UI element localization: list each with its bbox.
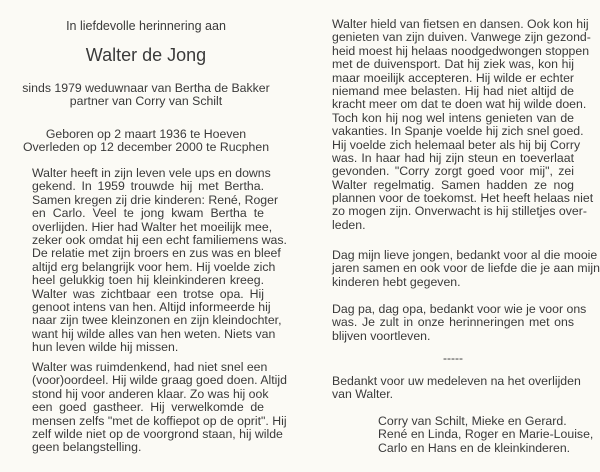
thanks-line: Bedankt voor uw medeleven na het overlijden [332, 374, 581, 388]
deceased-name: Walter de Jong [85, 45, 207, 65]
birth-info: Geboren op 2 maart 1936 te Hoeven [45, 127, 247, 141]
text-line: maar moeilijk accepteren. Hij wilde er echter [332, 70, 574, 85]
text-line: (voor)oordeel. Hij wilde graag goed doen. Altijd [32, 373, 287, 388]
left-paragraph-2 [32, 360, 287, 455]
text-line: hun leven wilde hij missen. [32, 340, 179, 355]
text-line: Samen kregen zij drie kinderen: René, Roger [32, 192, 279, 207]
text-line: heid moest hij helaas noodgedwongen stoppen [332, 43, 590, 58]
signature-line: Carlo en Hans en de kleinkinderen. [378, 440, 571, 455]
text-line: gevonden. "Corry zorgt goed voor mij", zei [332, 164, 574, 179]
text-line: mensen zelfs "met de koffiepot op de oprit". Hij [32, 413, 287, 428]
text-line: want hij wilde alles van hen weten. Niets van [32, 326, 276, 341]
relation-partner: partner van Corry van Schilt [69, 94, 223, 108]
text-line: genieten van zijn duiven. Vanwege zijn gezond- [332, 30, 591, 45]
text-line: en Carlo. Veel te jong kwam Bertha te [32, 206, 264, 221]
signature-line: René en Linda, Roger en Marie-Louise, [378, 427, 594, 442]
signatures [378, 414, 594, 455]
thanks-line: van Walter. [332, 387, 394, 402]
separator: ----- [443, 351, 463, 365]
text-line: Walter heeft in zijn leven vele ups en downs [32, 166, 271, 180]
death-info: Overleden op 12 december 2000 te Rucphen [22, 140, 270, 154]
right-paragraph-3 [332, 302, 587, 343]
text-line: plannen voor de toekomst. Het heeft helaas niet [332, 191, 594, 206]
text-line: zelf wilde niet op de voorgrond staan, hij wilde [32, 426, 283, 441]
text-line: met de duivensport. Dat hij ziek was, kon hij [332, 57, 574, 72]
text-line: zo mogen zijn. Onverwacht is hij stilletjes over- [332, 204, 587, 219]
text-line: naar zijn twee kleinzonen en zijn kleindochter, [32, 313, 282, 328]
text-line: Walter was ruimdenkend, had niet snel een [32, 360, 268, 374]
text-line: was. In haar had hij zijn steun en toeverlaat [332, 150, 574, 165]
right-paragraph-1 [332, 17, 594, 232]
left-paragraph-1 [32, 166, 287, 355]
text-line: Dag pa, dag opa, bedankt voor wie je voor ons [332, 302, 587, 316]
text-line: kracht meer om dat te doen wat hij wilde doen. [332, 97, 587, 112]
text-line: genoot intens van hen. Altijd informeerde hij [32, 299, 271, 314]
text-line: Walter hield van fietsen en dansen. Ook kon hij [332, 17, 589, 31]
text-line: heel gelukkig toen hij kleinkinderen kreeg. [32, 273, 264, 288]
text-line: gekend. In 1959 trouwde hij met Bertha. [32, 179, 264, 194]
text-line: jaren samen en ook voor de liefde die je aan mijn [332, 261, 600, 276]
text-line: leden. [332, 217, 366, 232]
thanks-paragraph [332, 374, 581, 402]
text-line: geen belangstelling. [32, 440, 142, 455]
text-line: een goed gastheer. Hij verwelkomde de [32, 400, 264, 415]
text-line: Toch kon hij nog wel intens genieten van de [332, 110, 574, 125]
signature-line: Corry van Schilt, Mieke en Gerard. [378, 414, 567, 428]
text-line: Hij voelde zich helemaal beter als hij bij Corry [332, 137, 581, 152]
relation-widower: sinds 1979 weduwnaar van Bertha de Bakker [22, 81, 270, 95]
text-line: zeker ook omdat hij een echt familiemens was. [32, 232, 287, 247]
text-line: stond hij voor anderen klaar. Zo was hij ook [32, 386, 269, 401]
text-line: Dag mijn lieve jongen, bedankt voor al die mooie [332, 248, 598, 262]
text-line: kinderen hebt gegeven. [332, 274, 461, 289]
text-line: niemand mee belasten. Hij had niet altijd de [332, 83, 574, 98]
text-line: Walter regelmatig. Samen hadden ze nog [332, 177, 574, 192]
text-line: was. Je zult in onze herinneringen met ons [332, 315, 574, 330]
text-line: Walter was zichtbaar een trotse opa. Hij [32, 286, 264, 301]
text-line: De relatie met zijn broers en zus was en bleef [32, 246, 281, 261]
intro-line: In liefdevolle herinnering aan [66, 19, 226, 33]
text-line: overlijden. Hier had Walter het moeilijk mee, [32, 219, 273, 234]
text-line: vakanties. In Spanje voelde hij zich snel goed. [332, 124, 584, 139]
text-line: altijd erg belangrijk voor hem. Hij voelde zich [32, 259, 276, 274]
text-line: blijven voortleven. [332, 328, 431, 343]
right-paragraph-2 [332, 248, 600, 289]
